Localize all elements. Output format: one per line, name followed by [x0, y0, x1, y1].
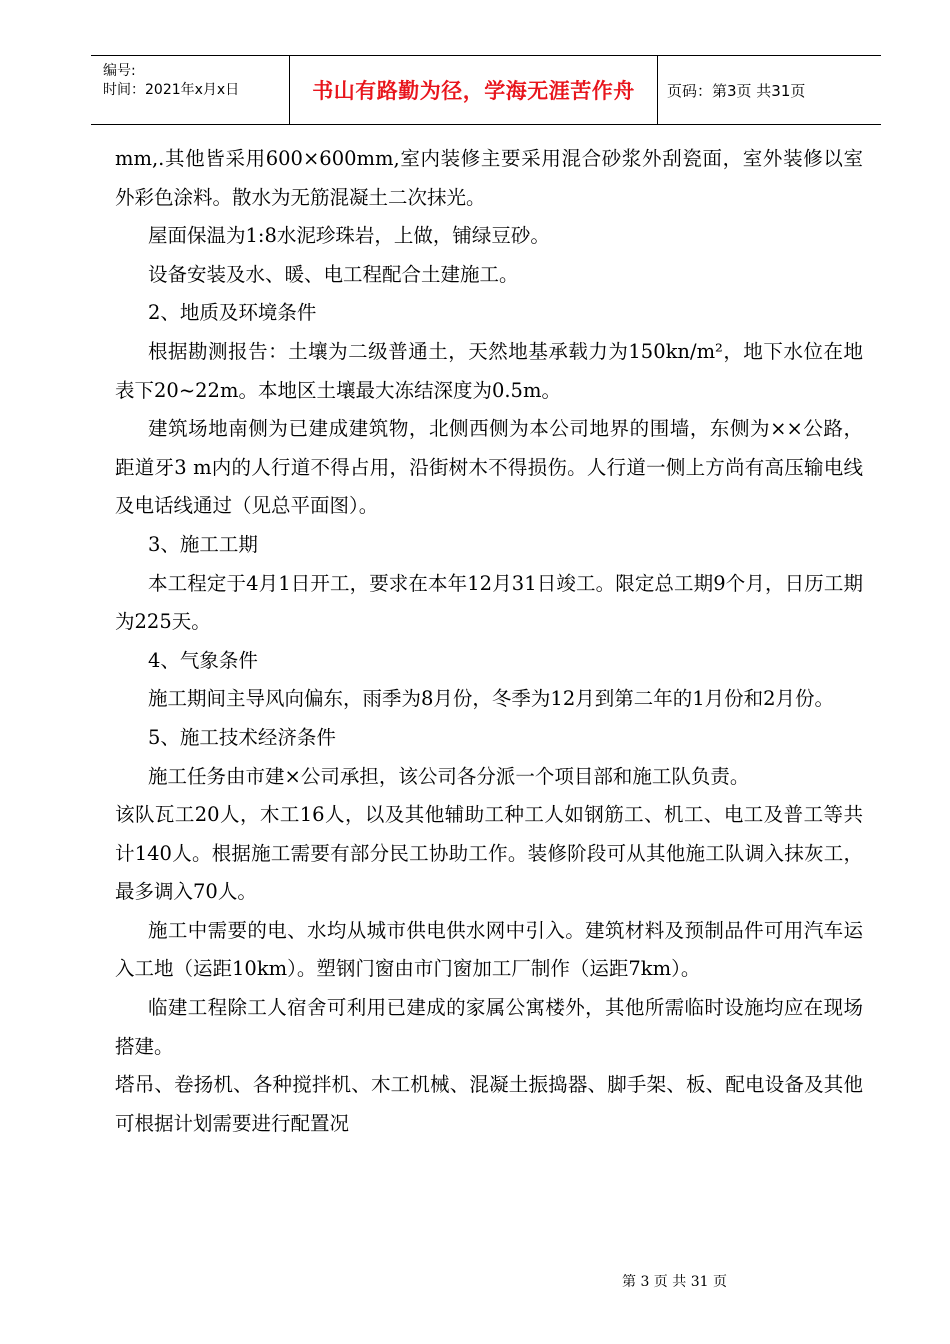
header-motto-cell: [290, 56, 658, 124]
paragraph: 根据勘测报告：土壤为二级普通土，天然地基承载力为150kn/m²，地下水位在地表下20~22m。本地区土壤最大冻结深度为0.5m。: [115, 339, 863, 402]
section-heading: 2、地质及环境条件: [148, 301, 317, 325]
paragraph: 该队瓦工20人，木工16人，以及其他辅助工种工人如钢筋工、机工、电工及普工等共计140人。根据施工需要有部分民工协助工作。装修阶段可从其他施工队调入抹灰工，最多调入70人。: [115, 803, 863, 904]
paragraph: 施工期间主导风向偏东，雨季为8月份，冬季为12月到第二年的1月份和2月份。: [148, 687, 835, 711]
paragraph: 施工中需要的电、水均从城市供电供水网中引入。建筑材料及预制品件可用汽车运入工地（运距10km）。塑钢门窗由市门窗加工厂制作（运距7km）。: [115, 918, 863, 981]
page-header: [91, 55, 881, 125]
header-page-cell: [658, 56, 881, 124]
document-time-label: 时间：2021年x月x日: [103, 82, 240, 98]
header-motto: 书山有路勤为径，学海无涯苦作舟: [312, 79, 635, 103]
page-footer: 第 3 页 共 31 页: [622, 1274, 727, 1290]
paragraph: 设备安装及水、暖、电工程配合土建施工。: [148, 262, 519, 286]
header-meta-cell: [91, 56, 290, 124]
paragraph: 本工程定于4月1日开工，要求在本年12月31日竣工。限定总工期9个月，日历工期为225天。: [115, 571, 863, 634]
section-heading: 3、施工工期: [148, 532, 258, 556]
paragraph: mm,.其他皆采用600×600mm,室内装修主要采用混合砂浆外刮瓷面，室外装修以室外彩色涂料。散水为无筋混凝土二次抹光。: [115, 147, 863, 209]
document-number-label: 编号:: [103, 63, 136, 79]
section-heading: 5、施工技术经济条件: [148, 725, 336, 749]
paragraph: 屋面保温为1:8水泥珍珠岩，上做，铺绿豆砂。: [148, 224, 550, 248]
paragraph: 塔吊、卷扬机、各种搅拌机、木工机械、混凝土振捣器、脚手架、板、配电设备及其他可根据计划需要进行配置况: [115, 1073, 863, 1135]
header-page-info: 页码：第3页 共31页: [667, 81, 806, 100]
paragraph: 施工任务由市建×公司承担，该公司各分派一个项目部和施工队负责。: [148, 764, 750, 788]
section-heading: 4、气象条件: [148, 648, 258, 672]
paragraph: 建筑场地南侧为已建成建筑物，北侧西侧为本公司地界的围墙，东侧为××公路，距道牙3 m内的人行道不得占用，沿街树木不得损伤。人行道一侧上方尚有高压输电线及电话线通过（见总平面图）。: [115, 417, 863, 518]
paragraph: 临建工程除工人宿舍可利用已建成的家属公寓楼外，其他所需临时设施均应在现场搭建。: [115, 996, 863, 1058]
document-body: [115, 140, 863, 1143]
